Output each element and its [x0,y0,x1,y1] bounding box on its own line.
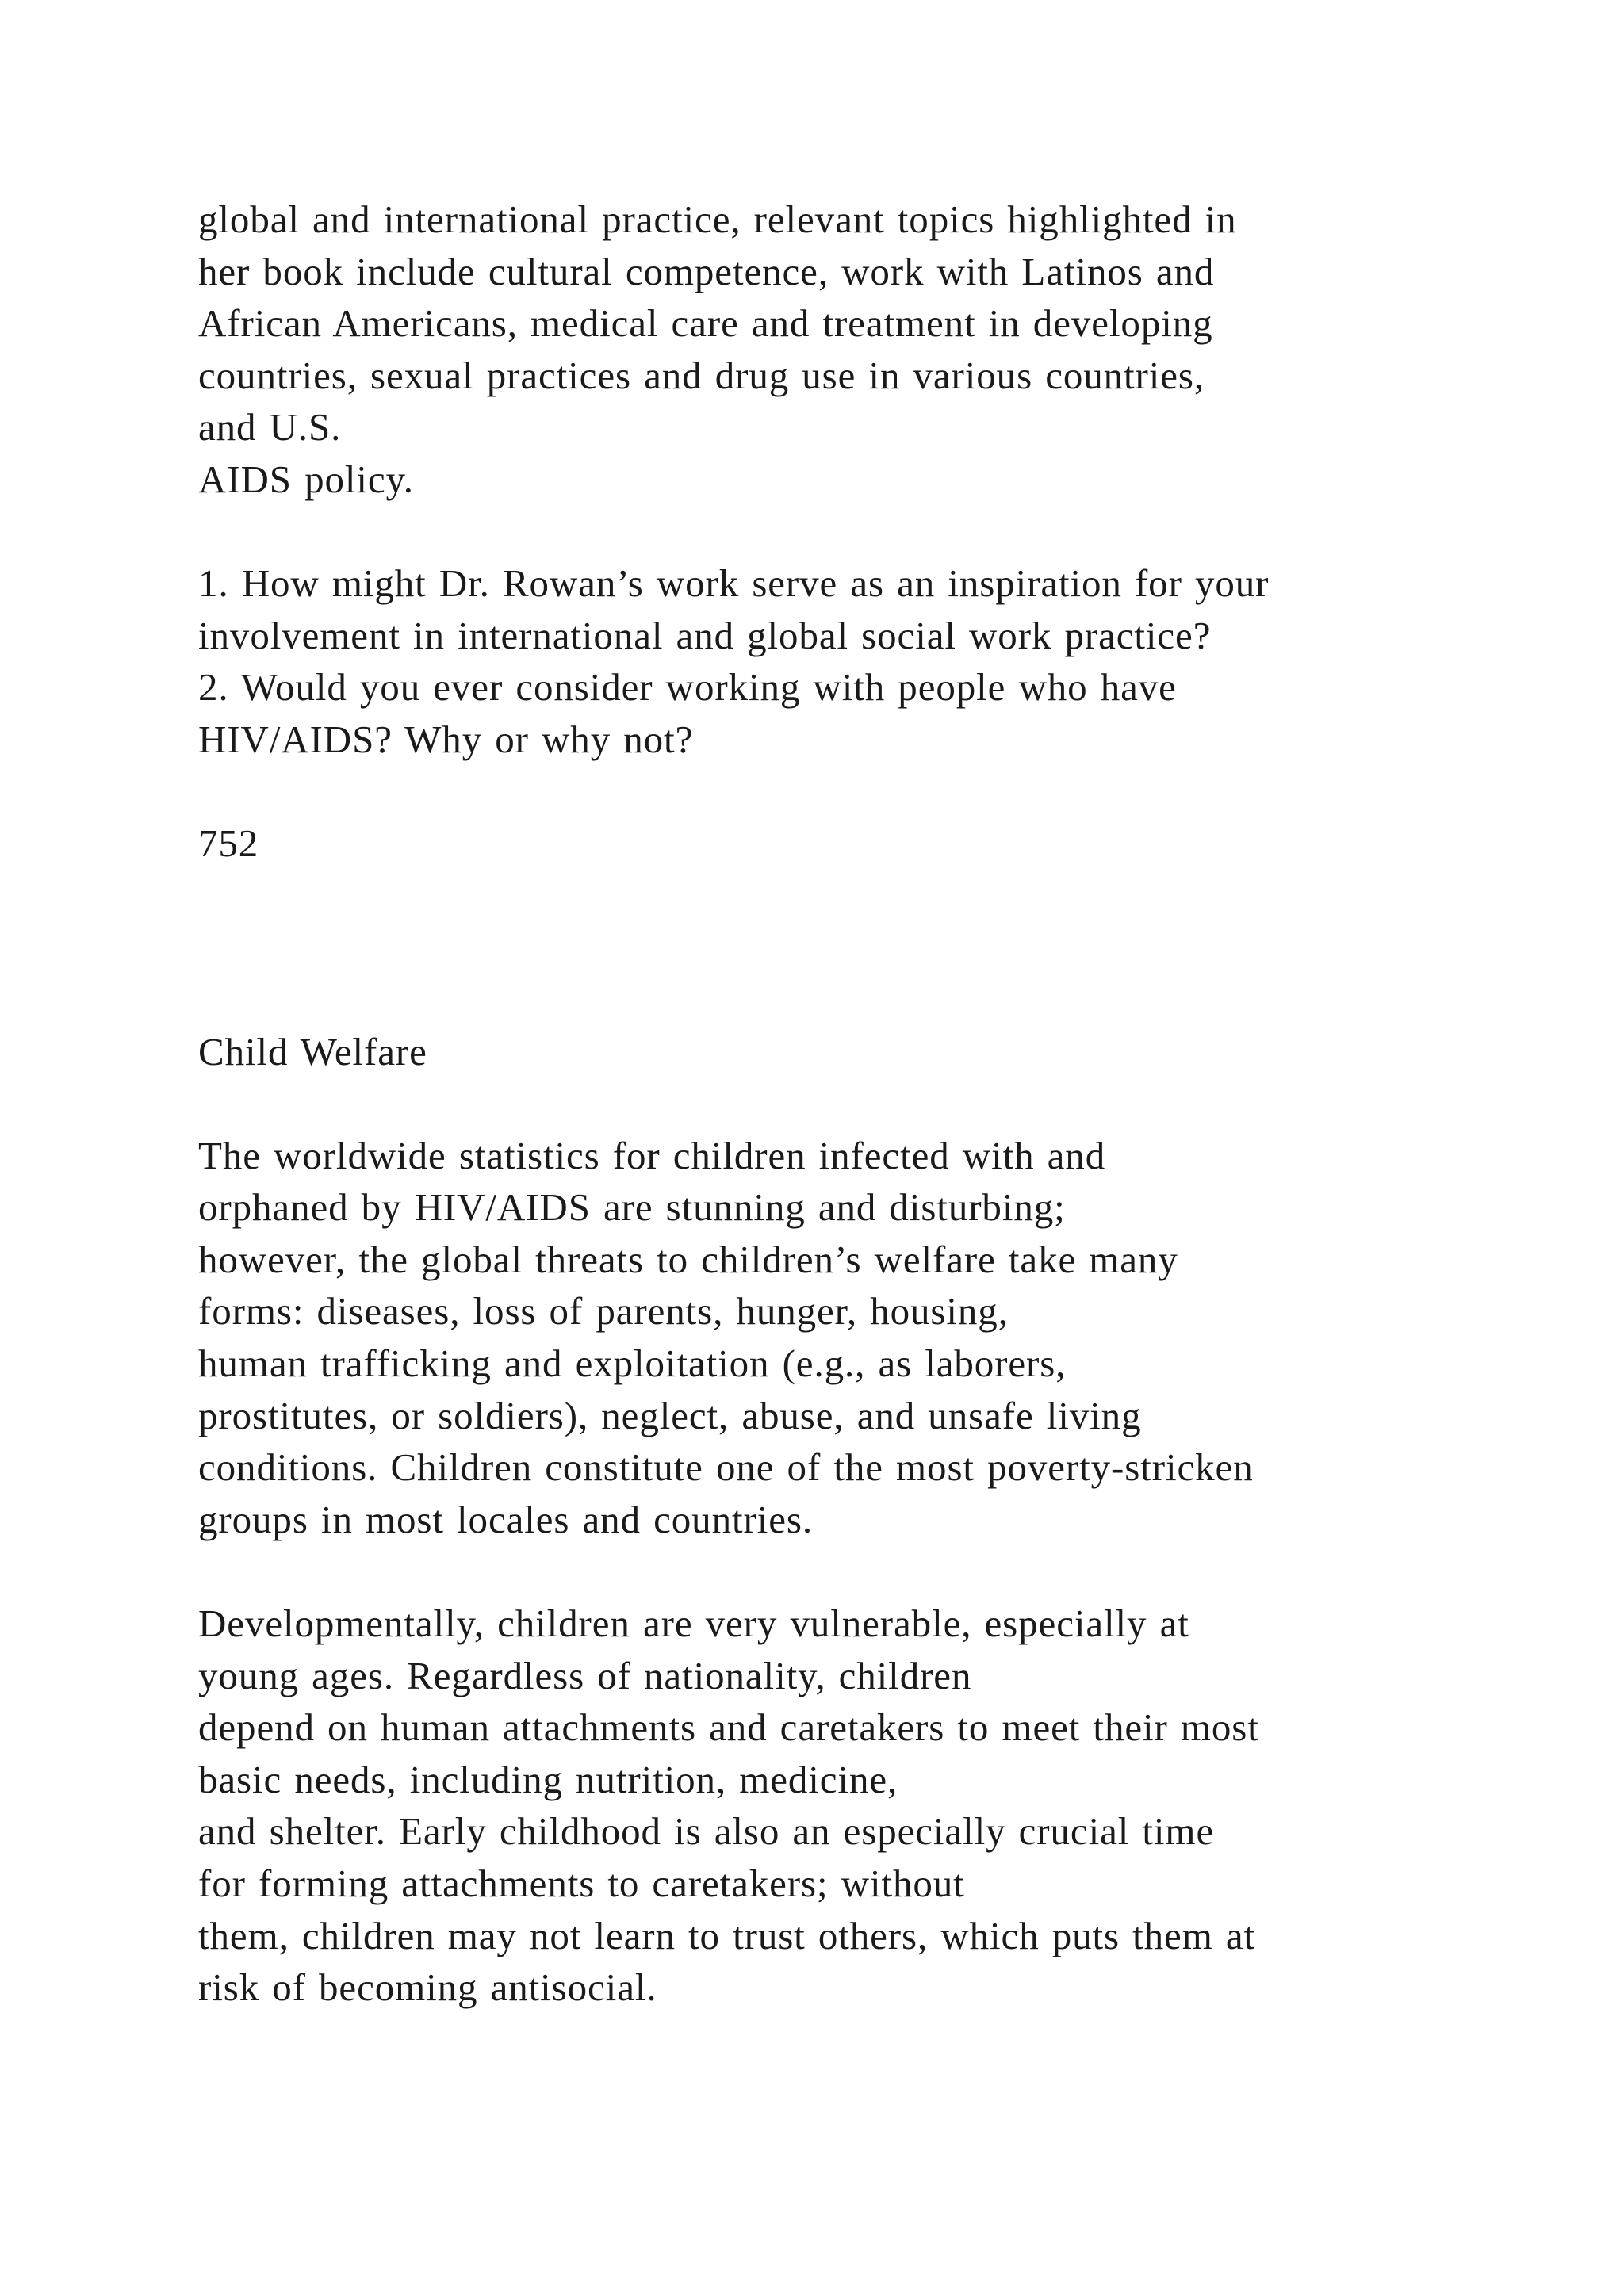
text-line: orphaned by HIV/AIDS are stunning and disturbing; [198,1185,1066,1230]
discussion-questions [198,557,1562,765]
spacer [198,870,1562,1026]
text-line: them, children may not learn to trust others, which puts them at [198,1913,1256,1957]
question-line: involvement in international and global social work practice? [198,613,1212,657]
paragraph-intro [198,193,1562,506]
spacer [198,1077,1562,1130]
text-line: depend on human attachments and caretakers to meet their most [198,1705,1259,1750]
text-line: young ages. Regardless of nationality, children [198,1653,972,1697]
paragraph-worldwide-statistics [198,1130,1562,1546]
text-line: global and international practice, relevant topics highlighted in [198,197,1237,241]
paragraph-developmental [198,1598,1562,2014]
text-line: human trafficking and exploitation (e.g., as laborers, [198,1341,1067,1386]
question-line: 2. Would you ever consider working with people who have [198,665,1177,710]
text-line: countries, sexual practices and drug use in various countries, [198,353,1205,397]
text-line: Developmentally, children are very vulnerable, especially at [198,1601,1189,1646]
text-line: however, the global threats to children’s welfare take many [198,1237,1178,1281]
text-line: prostitutes, or soldiers), neglect, abuse, and unsafe living [198,1393,1142,1437]
text-line: basic needs, including nutrition, medicine, [198,1757,898,1801]
text-line: forms: diseases, loss of parents, hunger, housing, [198,1289,1009,1334]
text-line: and shelter. Early childhood is also an especially crucial time [198,1809,1215,1854]
spacer [198,506,1562,558]
section-heading: Child Welfare [198,1029,427,1073]
spacer [198,1545,1562,1598]
text-line: her book include cultural competence, work with Latinos and [198,249,1215,293]
text-line: for forming attachments to caretakers; without [198,1862,965,1906]
text-line: conditions. Children constitute one of the most poverty-stricken [198,1445,1254,1490]
text-line: risk of becoming antisocial. [198,1965,657,2010]
question-line: 1. How might Dr. Rowan’s work serve as an inspiration for your [198,561,1270,606]
question-line: HIV/AIDS? Why or why not? [198,717,694,761]
text-line: The worldwide statistics for children infected with and [198,1133,1106,1177]
text-line: groups in most locales and countries. [198,1497,813,1541]
page-number: 752 [198,821,259,866]
text-line: African Americans, medical care and treatment in developing [198,301,1213,346]
text-body [198,193,1562,2014]
text-line: AIDS policy. [198,457,414,501]
spacer [198,766,1562,818]
text-line: and U.S. [198,405,342,450]
